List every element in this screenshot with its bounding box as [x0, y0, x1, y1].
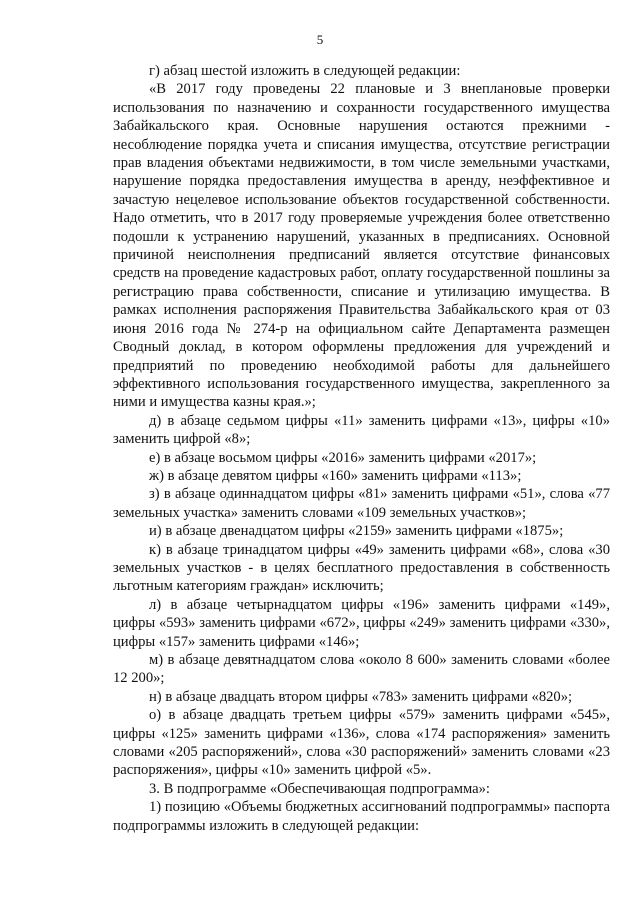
paragraph-section-3: 3. В подпрограмме «Обеспечивающая подпрограмма»:	[149, 780, 490, 797]
paragraph-item-l: л) в абзаце четырнадцатом цифры «196» заменить цифрами «149», цифры «593» заменить цифрами «672», цифры «249» заменить цифрами «330», цифры «157» заменить цифрами «146»;	[113, 596, 610, 650]
paragraph-item-m: м) в абзаце девятнадцатом слова «около 8 600» заменить словами «более 12 200»;	[113, 652, 610, 687]
paragraph-item-d: д) в абзаце седьмом цифры «11» заменить цифрами «13», цифры «10» заменить цифрой «8»;	[113, 412, 610, 448]
paragraph-section-3-item-1: 1) позицию «Объемы бюджетных ассигнований подпрограммы» паспорта подпрограммы изложить в следующей редакции:	[113, 799, 610, 834]
paragraph-item-n: н) в абзаце двадцать втором цифры «783» заменить цифрами «820»;	[149, 688, 573, 705]
page-number: 5	[316, 32, 324, 47]
paragraph-quoted-text: «В 2017 году проведены 22 плановые и 3 внеплановые проверки использования по назначению и сохранности государственного имущества Забайкальского края. Основные нарушения остаются прежними - несоблюдение порядка учета и списания имущества, отсутствие регистрации прав владения объектами недвижимости, в том числе земельными участками, нарушение порядка предоставления имущества в аренду, неэффективное и зачастую нецелевое использование объектов государственной собственности. Надо отметить, что в 2017 году проверяемые учреждения более ответственно подошли к устранению нарушений, указанных в предписаниях. Основной причиной неисполнения предписаний является отсутствие финансовых средств на проведение кадастровых работ, оплату государственной пошлины за регистрацию права собственности, списание и утилизацию имущества. В рамках исполнения распоряжения Правительства Забайкальского края от 03 июня 2016 года № 274-р на официальном сайте Департамента размещен Сводный доклад, в котором оформлены предложения для учреждений и предприятий по проведению необходимой работы для дальнейшего эффективного использования государственного имущества, закрепленного за ними и имущества казны края.»;	[113, 81, 610, 411]
document-body	[113, 62, 610, 835]
paragraph-item-i: и) в абзаце двенадцатом цифры «2159» заменить цифрами «1875»;	[149, 523, 564, 540]
paragraph-item-g: г) абзац шестой изложить в следующей редакции:	[149, 63, 461, 79]
paragraph-item-o: о) в абзаце двадцать третьем цифры «579» заменить цифрами «545», цифры «125» заменить цифрами «136», слова «174 распоряжения» заменить словами «205 распоряжений», слова «30 распоряжений» заменить словами «23 распоряжения», цифры «10» заменить цифрой «5».	[113, 707, 610, 779]
paragraph-item-k: к) в абзаце тринадцатом цифры «49» заменить цифрами «68», слова «30 земельных участков - в целях бесплатного предоставления в собственность льготным категориям граждан» исключить;	[113, 541, 610, 595]
paragraph-item-e: е) в абзаце восьмом цифры «2016» заменить цифрами «2017»;	[149, 449, 537, 466]
paragraph-item-z: з) в абзаце одиннадцатом цифры «81» заменить цифрами «51», слова «77 земельных участка» заменить словами «109 земельных участков»;	[113, 486, 610, 521]
paragraph-item-zh: ж) в абзаце девятом цифры «160» заменить цифрами «113»;	[149, 467, 522, 484]
